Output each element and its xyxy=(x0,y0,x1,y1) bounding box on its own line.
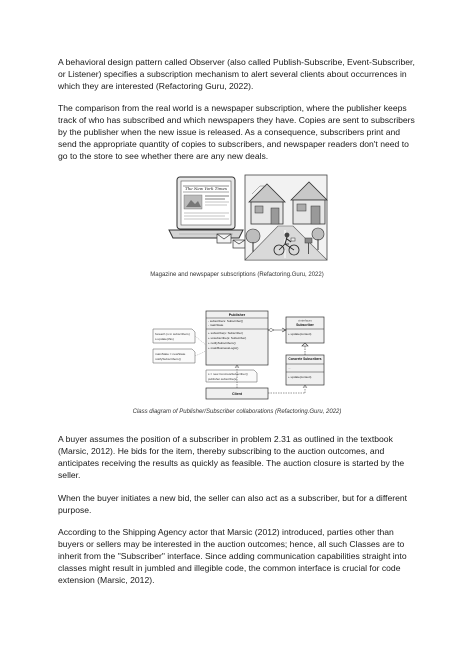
class-diagram xyxy=(150,309,328,401)
client-class xyxy=(206,388,268,399)
concrete-subscribers-class xyxy=(286,355,324,385)
newspaper-masthead: The New York Times xyxy=(185,186,227,191)
subscriber-method-update: + update(context) xyxy=(288,332,312,336)
concrete-method-update: + update(context) xyxy=(288,375,312,379)
publisher-field-mainstate: - mainState xyxy=(208,323,224,327)
figure1-caption: Magazine and newspaper subscriptions (Refactoring.Guru, 2022) xyxy=(150,272,324,278)
note-client-subscribe xyxy=(206,370,257,382)
paragraph-seller-subscriber: When the buyer initiates a new bid, the seller can also act as a subscriber, but for a different purpose. xyxy=(58,493,408,515)
paragraph-buyer-subscriber: A buyer assumes the position of a subscriber in problem 2.31 as outlined in the textbook (Marsic, 2012). He bids for the item, thereby subscribing to the auction outcomes, and anticipates receiving the results as quickly as feasible. The auction closure is started by the seller. xyxy=(58,434,405,480)
paragraph-newspaper-analogy: The comparison from the real world is a newspaper subscription, where the publisher keeps track of who has subscribed and which newspapers they have. Copies are sent to subscribers by the publisher when the new issue is released. As a consequence, subscribers print and send the appropriate quantity of copies to subscribers, and newspaper readers don't need to go to the store to see whether there are any new deals. xyxy=(58,103,415,161)
publisher-method-unsubscribe: + unsubscribe(s: Subscriber) xyxy=(208,336,247,340)
figure2-caption: Class diagram of Publisher/Subscriber collaborations (Refactoring.Guru, 2022) xyxy=(132,409,342,415)
subscription-illustration xyxy=(145,174,329,262)
publisher-method-notify: + notifySubscribers() xyxy=(208,341,236,345)
figure-observer-class-diagram xyxy=(150,309,328,401)
note3-line2: publisher.subscribe(s) xyxy=(208,377,238,381)
paragraph-observer-intro: A behavioral design pattern called Observer (also called Publish-Subscribe, Event-Subscriber, or Listener) specifies a subscription mechanism to alert several clients about occurrences in which they are interested (Refactoring Guru, 2022). xyxy=(58,57,415,91)
note1-line2: s.update(this) xyxy=(155,337,174,341)
subscriber-interface xyxy=(286,317,324,343)
paragraph-shipping-agency: According to the Shipping Agency actor that Marsic (2012) introduced, parties other than buyers or sellers may be interested in the auction outcomes; hence, all such Classes are to inherit from the "Subscriber" interface. Since adding communication capabilities straight into classes might result in jumbled and illegible code, the common interface is crucial for code extension (Marsic, 2012). xyxy=(58,527,407,585)
note1-line1: foreach (s in subscribers) xyxy=(155,332,190,336)
note-notify-loop xyxy=(153,329,195,343)
publisher-title: Publisher xyxy=(228,313,246,317)
note2-line2: notifySubscribers() xyxy=(155,357,181,361)
publisher-method-mainlogic: + mainBusinessLogic() xyxy=(208,346,239,350)
subscriber-stereotype: «interface» xyxy=(297,318,313,323)
client-title: Client xyxy=(232,392,242,396)
publisher-class xyxy=(206,311,268,365)
figure-newspaper-subscription xyxy=(145,174,329,262)
publisher-method-subscribe: + subscribe(s: Subscriber) xyxy=(208,331,243,335)
concrete-title: Concrete Subscribers xyxy=(288,357,322,361)
note3-line1: s = new ConcreteSubscriber() xyxy=(208,372,248,376)
laptop-illustration xyxy=(169,177,245,248)
concrete-field: ... xyxy=(288,366,291,370)
street-scene-illustration xyxy=(245,175,327,260)
note-main-logic xyxy=(153,349,195,363)
publisher-field-subscribers: - subscribers: Subscriber[] xyxy=(208,319,243,323)
subscriber-title: Subscriber xyxy=(296,323,314,327)
note2-line1: mainState = newState xyxy=(155,352,186,356)
